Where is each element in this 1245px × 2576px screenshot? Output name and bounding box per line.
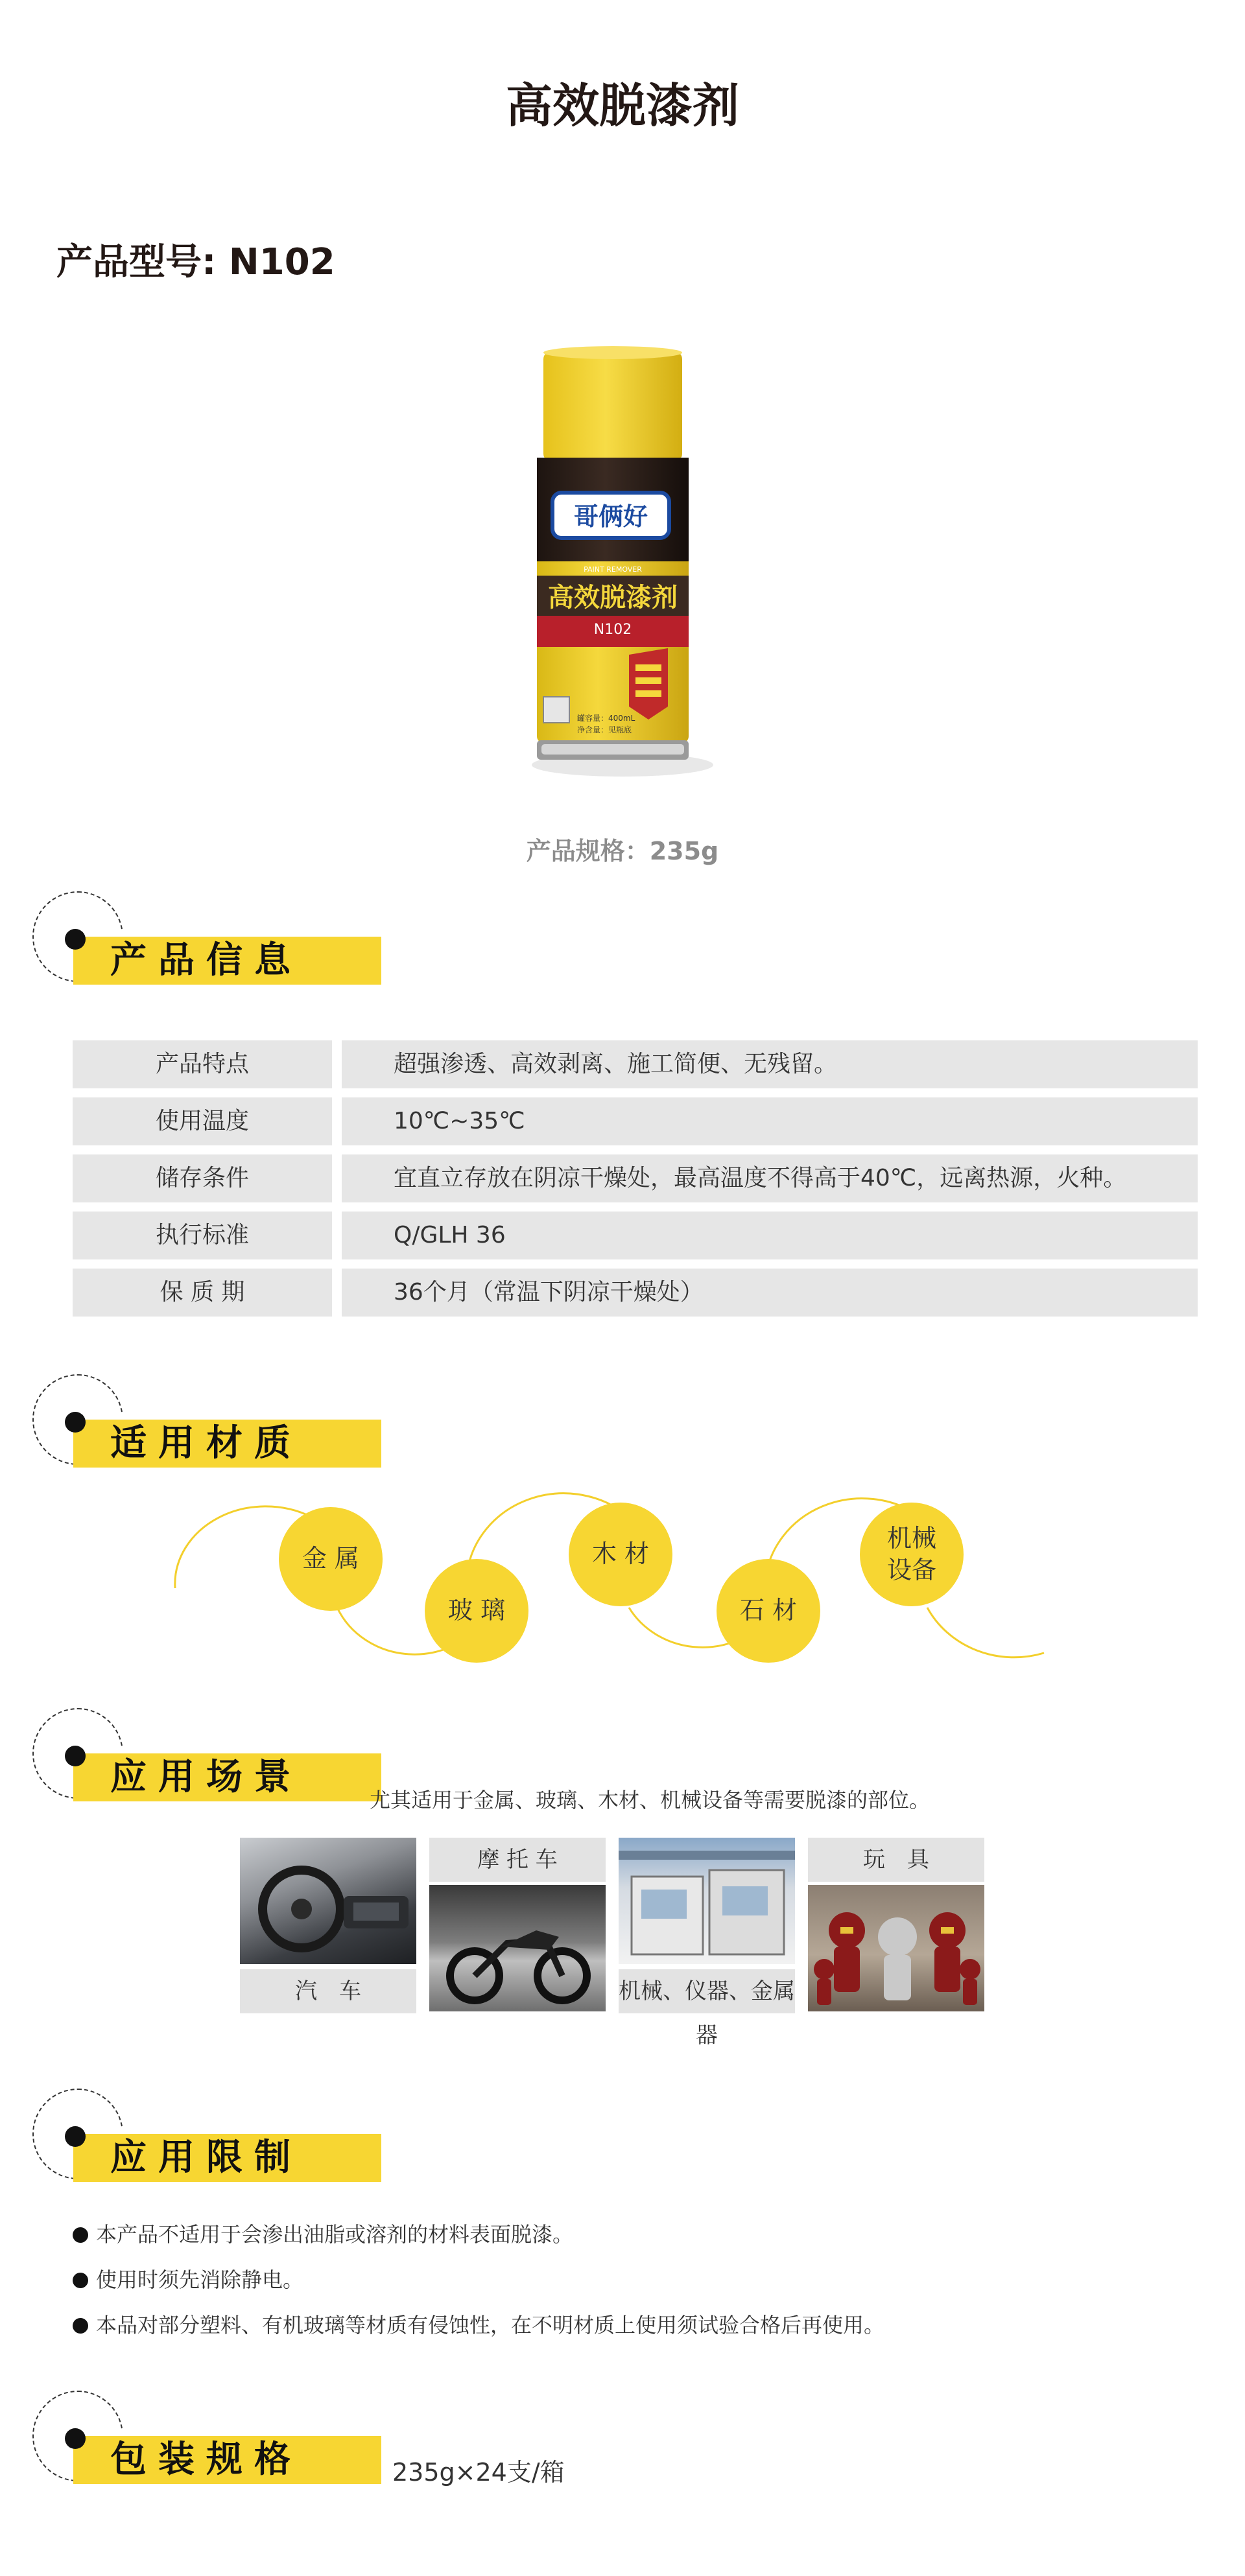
- material-metal: [279, 1507, 383, 1611]
- can-code: N102: [593, 622, 632, 638]
- toys-photo: [808, 1885, 984, 2011]
- limit-item: [73, 2264, 303, 2293]
- model-number: 产品型号: N102: [56, 241, 335, 283]
- bullet-dot: [73, 2273, 88, 2288]
- table-value: Q/GLH 36: [342, 1212, 1198, 1259]
- scene-note: 尤其适用于金属、玻璃、木材、机械设备等需要脱漆的部位。: [370, 1788, 931, 1812]
- table-value: 宜直立存放在阴凉干燥处，最高温度不得高于40℃，远离热源，火种。: [342, 1154, 1198, 1202]
- table-value: 10℃~35℃: [342, 1097, 1198, 1145]
- section-title-scenes: 应用场景: [110, 1756, 302, 1798]
- package-spec: 235g×24支/箱: [392, 2458, 565, 2487]
- material-glass: [425, 1559, 528, 1663]
- scene-label-machinery: 机械、仪器、金属器: [619, 1969, 795, 2013]
- scene-label-motorbike: 摩 托 车: [429, 1838, 606, 1882]
- material-stone: [717, 1559, 820, 1663]
- can-net-weight: 净含量：见瓶底: [577, 725, 632, 734]
- limit-item: [73, 2218, 573, 2248]
- section-heading-info: [32, 891, 396, 989]
- machinery-photo: [619, 1838, 795, 1964]
- section-heading-scenes: [32, 1708, 396, 1805]
- limit-text: 本品对部分塑料、有机玻璃等材质有侵蚀性，在不明材质上使用须试验合格后再使用。: [96, 2313, 885, 2337]
- material-label: 金 属: [302, 1544, 360, 1573]
- car-photo: [240, 1838, 416, 1964]
- material-label: 木 材: [591, 1540, 650, 1569]
- material-label: 玻 璃: [447, 1596, 506, 1625]
- bullet-dot: [73, 2227, 88, 2243]
- motorbike-photo: [429, 1885, 606, 2011]
- material-wood: [569, 1503, 672, 1606]
- table-value: 超强渗透、高效剥离、施工简便、无残留。: [342, 1040, 1198, 1088]
- table-key: 储存条件: [73, 1154, 332, 1202]
- section-heading-package: [32, 2391, 396, 2488]
- table-row: [73, 1212, 1198, 1259]
- heading-dot: [65, 929, 86, 950]
- table-key: 执行标准: [73, 1212, 332, 1259]
- section-title-limits: 应用限制: [110, 2137, 302, 2179]
- can-logo: 哥俩好: [573, 502, 648, 531]
- can-net-fill: 罐容量：400mL: [577, 714, 635, 723]
- table-key: 保 质 期: [73, 1269, 332, 1317]
- product-info-table: [73, 1040, 1198, 1326]
- scene-label-car: 汽 车: [240, 1969, 416, 2013]
- product-image: [512, 344, 733, 784]
- table-row: [73, 1097, 1198, 1145]
- table-row: [73, 1154, 1198, 1202]
- section-heading-materials: [32, 1374, 396, 1471]
- limit-item: [73, 2309, 884, 2339]
- product-spec: 产品规格：235g: [526, 837, 719, 865]
- page-title: 高效脱漆剂: [505, 78, 739, 133]
- section-heading-limits: [32, 2089, 396, 2186]
- material-label: 机械: [886, 1523, 936, 1552]
- section-title-package: 包装规格: [110, 2439, 302, 2481]
- section-title-info: 产品信息: [110, 939, 302, 981]
- material-machinery: [860, 1503, 964, 1606]
- section-title-materials: 适用材质: [110, 1422, 302, 1464]
- can-product-name: 高效脱漆剂: [548, 583, 678, 613]
- limit-text: 本产品不适用于会渗出油脂或溶剂的材料表面脱漆。: [96, 2222, 574, 2247]
- limit-text: 使用时须先消除静电。: [96, 2267, 304, 2292]
- material-label: 设备: [886, 1556, 936, 1584]
- table-key: 使用温度: [73, 1097, 332, 1145]
- material-label: 石 材: [739, 1596, 798, 1625]
- table-row: [73, 1269, 1198, 1317]
- table-value: 36个月（常温下阴凉干燥处）: [342, 1269, 1198, 1317]
- can-caption: PAINT REMOVER: [584, 565, 642, 574]
- scene-label-toys: 玩 具: [808, 1838, 984, 1882]
- table-key: 产品特点: [73, 1040, 332, 1088]
- bullet-dot: [73, 2318, 88, 2334]
- table-row: [73, 1040, 1198, 1088]
